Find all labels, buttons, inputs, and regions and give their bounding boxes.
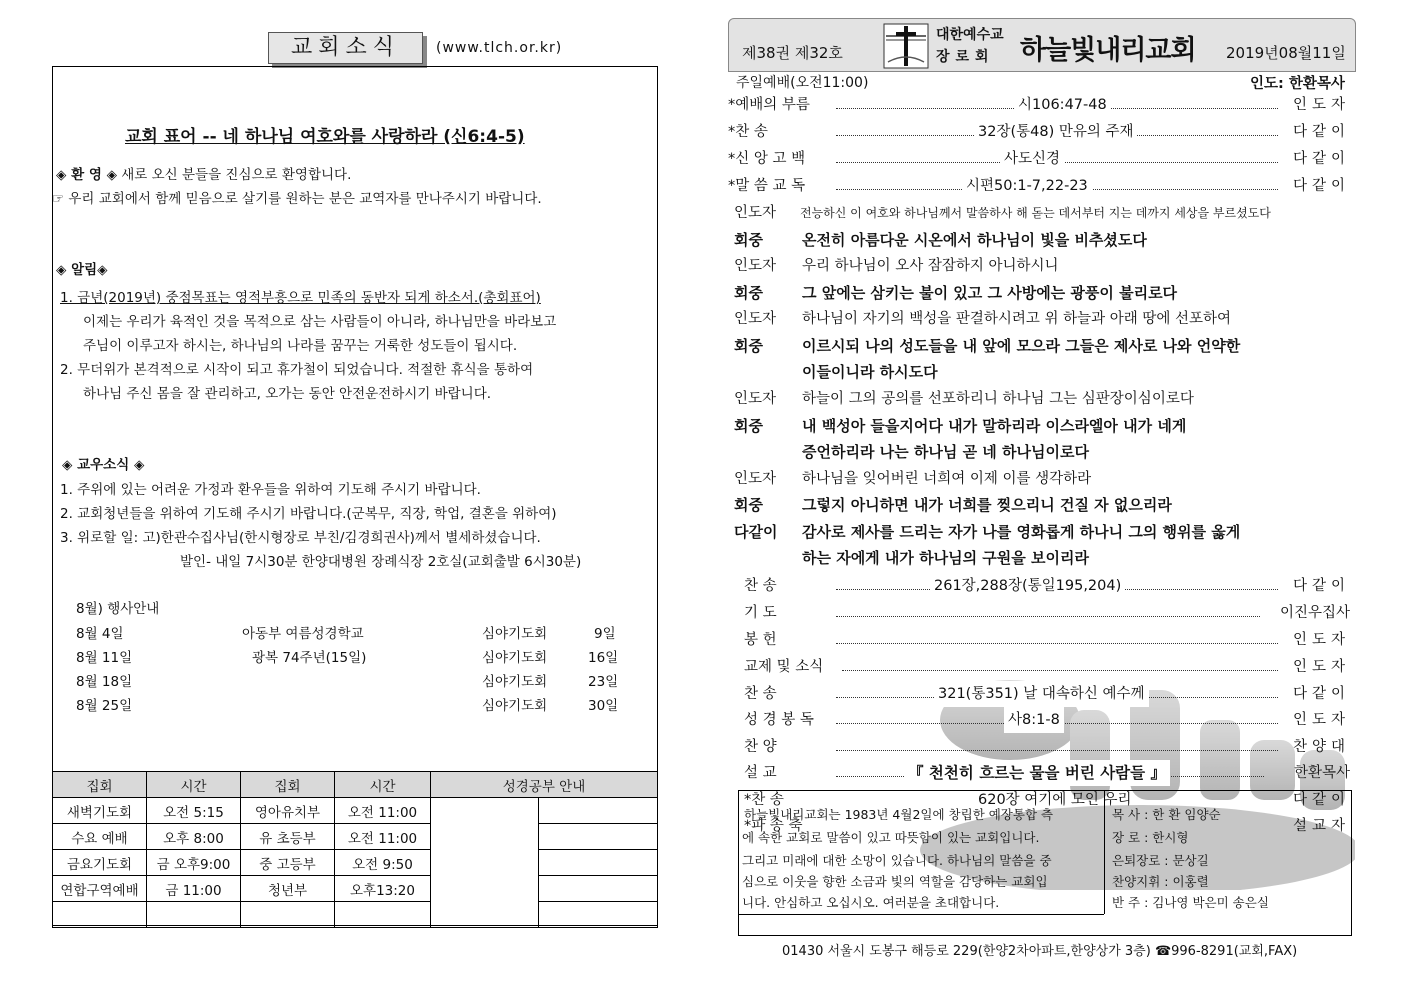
order-leader: 인도자 [1292, 632, 1350, 648]
notices-heading: ◈ 알림◈ [56, 262, 108, 278]
church-address: 01430 서울시 도봉구 해등로 229(한양2차아파트,한양상가 3층) ☎996-8291(교회,FAX) [782, 944, 1298, 959]
table-cell: 금요기도회 [53, 850, 147, 876]
volume-number: 제38권 제32호 [742, 44, 843, 62]
order-label: *말 씀 교 독 [728, 178, 806, 194]
member-item-3: 3. 위로할 일: 고)한관수집사님(한시형장로 부친/김경희권사)께서 별세하셨습니다. [60, 530, 541, 546]
notice-item-1-cont: 이제는 우리가 육적인 것을 목적으로 삼는 사람들이 아니라, 하나님만을 바라보고 [83, 314, 557, 330]
order-detail: 261장,288장(통일195,204) [930, 573, 1125, 599]
members-heading: ◈ 교우소식 ◈ [62, 457, 145, 473]
order-detail: 32장(통48) 만유의 주재 [974, 119, 1137, 145]
church-intro: 에 속한 교회로 말씀이 있고 따뜻함이 있는 교회입니다. [742, 830, 1040, 845]
reading-text: 하늘이 그의 공의를 선포하리니 하나님 그는 심판장이심이로다 [802, 391, 1194, 407]
reading-text: 하나님을 잊어버린 너희여 이제 이를 생각하라 [802, 471, 1092, 487]
event-night-day: 30일 [588, 698, 619, 714]
order-label: *찬 송 [744, 792, 784, 808]
order-item [744, 760, 1350, 786]
reading-text: 우리 하나님이 오사 잠잠하지 아니하시니 [802, 258, 1059, 274]
notice-item-2-cont: 하나님 주신 몸을 잘 관리하고, 오가는 동안 안전운전하시기 바랍니다. [83, 386, 492, 402]
event-date: 8월 25일 [76, 698, 133, 714]
event-night-prayer: 심야기도회 [482, 698, 548, 714]
reading-speaker: 다같이 [734, 523, 778, 541]
reading-speaker: 회중 [734, 231, 763, 249]
bible-study-cell [539, 850, 658, 876]
order-detail: 사8:1-8 [1004, 707, 1064, 733]
event-date: 8월 18일 [76, 674, 133, 690]
event-night-prayer: 심야기도회 [482, 674, 548, 690]
event-night-day: 9일 [594, 626, 616, 642]
table-cell: 유 초등부 [241, 824, 335, 850]
order-label: 찬 송 [744, 578, 777, 594]
staff-retired-elder: 은퇴장로 : 문상길 [1112, 853, 1209, 868]
welcome-heading: ◈ 환 영 ◈ [56, 167, 117, 183]
order-label: 기 도 [744, 605, 777, 621]
table-cell [241, 902, 335, 928]
notice-item-1-cont2: 주님이 이루고자 하시는, 하나님의 나라를 꿈꾸는 거룩한 성도들이 됩시다. [83, 338, 518, 354]
order-label: 설 교 [744, 765, 777, 781]
order-item [728, 119, 1350, 145]
table-cell: 영아유치부 [241, 798, 335, 824]
reading-text: 이들이니라 하시도다 [802, 363, 938, 381]
table-cell: 오후13:20 [335, 876, 431, 902]
table-cell: 금 오후9:00 [147, 850, 241, 876]
order-leader: 이진우집사 [1279, 605, 1350, 621]
order-item [728, 173, 1350, 199]
reading-text: 증언하리라 나는 하나님 곧 네 하나님이로다 [802, 443, 1089, 461]
church-intro: 심으로 이웃을 향한 소금과 빛의 역할을 감당하는 교회입 [742, 874, 1048, 889]
table-cell: 청년부 [241, 876, 335, 902]
reading-speaker: 회중 [734, 417, 763, 435]
member-item-1: 1. 주위에 있는 어려운 가정과 환우들을 위하여 기도해 주시기 바랍니다. [60, 482, 481, 498]
service-schedule-table [52, 771, 658, 928]
church-logo-icon [882, 22, 930, 70]
col-header: 시간 [335, 772, 431, 798]
reading-text: 그렇지 아니하면 내가 너희를 찢으리니 건질 자 없으리라 [802, 496, 1172, 514]
events-heading: 8월) 행사안내 [76, 601, 160, 617]
order-item [744, 707, 1350, 733]
reading-speaker: 인도자 [734, 205, 777, 221]
reading-text: 내 백성아 들을지어다 내가 말하리라 이스라엘아 내가 네게 [802, 417, 1187, 435]
table-cell: 오후 8:00 [147, 824, 241, 850]
table-row [53, 902, 658, 928]
church-name: 하늘빛내리교회 [1020, 35, 1196, 66]
order-leader: 다같이 [1292, 178, 1350, 194]
table-cell: 수요 예배 [53, 824, 147, 850]
order-item [728, 92, 1350, 118]
event-night-day: 23일 [588, 674, 619, 690]
order-detail: 시106:47-48 [1014, 92, 1111, 118]
col-header: 성경공부 안내 [431, 772, 658, 798]
bible-study-cell [539, 798, 658, 824]
event-name: 아동부 여름성경학교 [242, 626, 364, 642]
table-cell: 오전 9:50 [335, 850, 431, 876]
order-leader: 다같이 [1292, 124, 1350, 140]
bulletin-date: 2019년08월11일 [1226, 44, 1346, 62]
sermon-title: 『 천천히 흐르는 물을 버린 사람들 』 [904, 760, 1170, 786]
staff-pastor: 목 사 : 한 환 임양순 [1112, 807, 1221, 822]
table-row [53, 850, 658, 876]
event-date: 8월 11일 [76, 650, 133, 666]
reading-speaker: 인도자 [734, 471, 777, 487]
order-leader: 한환목사 [1293, 765, 1350, 781]
order-item [744, 600, 1350, 626]
reading-text: 온전히 아름다운 시온에서 하나님이 빛을 비추셨도다 [802, 231, 1147, 249]
table-cell [335, 902, 431, 928]
table-cell: 오전 11:00 [335, 824, 431, 850]
member-item-3-funeral: 발인- 내일 7시30분 한양대병원 장례식장 2호실(교회출발 6시30분) [180, 554, 582, 570]
order-label: *예배의 부름 [728, 97, 810, 113]
order-leader: 다같이 [1292, 792, 1350, 808]
order-item [744, 654, 1350, 680]
reading-speaker: 인도자 [734, 391, 777, 407]
denomination-line2: 장로회 [936, 49, 995, 65]
order-leader: 다같이 [1292, 151, 1350, 167]
table-cell: 오전 5:15 [147, 798, 241, 824]
event-night-prayer: 심야기도회 [482, 626, 548, 642]
staff-accompanist: 반 주 : 김나영 박은미 송은실 [1112, 895, 1269, 910]
event-night-prayer: 심야기도회 [482, 650, 548, 666]
bible-study-cell [539, 876, 658, 902]
col-header: 집회 [241, 772, 335, 798]
welcome-line: 새로 오신 분들을 진심으로 환영합니다. [116, 167, 352, 183]
table-cell [53, 902, 147, 928]
table-cell: 오전 11:00 [335, 798, 431, 824]
reading-speaker: 인도자 [734, 258, 777, 274]
event-name: 광복 74주년(15일) [252, 650, 367, 666]
reading-text: 이르시되 나의 성도들을 내 앞에 모으라 그들은 제사로 나와 언약한 [802, 337, 1241, 355]
member-item-2: 2. 교회청년들을 위하여 기도해 주시기 바랍니다.(군복무, 직장, 학업, 결혼을 위하여) [60, 506, 557, 522]
table-header-row [53, 772, 658, 798]
reading-text: 그 앞에는 삼키는 불이 있고 그 사방에는 광풍이 불리로다 [802, 284, 1178, 302]
order-detail: 사도신경 [1000, 146, 1064, 172]
order-item [744, 734, 1350, 760]
order-label: *파 송 축 [744, 818, 803, 834]
order-label: *신 앙 고 백 [728, 151, 806, 167]
reading-text: 하는 자에게 내가 하나님의 구원을 보이리라 [802, 549, 1089, 567]
staff-conductor: 찬양지휘 : 이홍렬 [1112, 874, 1209, 889]
reading-text: 하나님이 자기의 백성을 판결하시려고 위 하늘과 아래 땅에 선포하여 [802, 311, 1232, 327]
reading-text: 감사로 제사를 드리는 자가 나를 영화롭게 하나니 그의 행위를 옳게 [802, 523, 1241, 541]
order-item [728, 146, 1350, 172]
order-item [744, 573, 1350, 599]
bible-study-cell [539, 902, 658, 928]
table-cell: 연합구역예배 [53, 876, 147, 902]
order-leader: 다같이 [1292, 686, 1350, 702]
service-leader: 인도: 한환목사 [1250, 76, 1345, 92]
denomination-line1: 대한예수교 [936, 27, 1004, 43]
order-leader: 인도자 [1292, 97, 1350, 113]
table-row [53, 798, 658, 824]
church-intro: 그리고 미래에 대한 소망이 있습니다. 하나님의 말씀을 중 [742, 853, 1052, 868]
order-leader: 찬양대 [1292, 739, 1350, 755]
bible-study-cell [539, 824, 658, 850]
reading-speaker: 회중 [734, 496, 763, 514]
table-cell: 금 11:00 [147, 876, 241, 902]
table-cell: 새벽기도회 [53, 798, 147, 824]
order-detail: 321(통351) 날 대속하신 예수께 [934, 681, 1149, 707]
event-date: 8월 4일 [76, 626, 124, 642]
welcome-section [56, 163, 351, 187]
bible-study-cell [431, 798, 539, 928]
church-intro: 하늘빛내리교회는 1983년 4월2일에 창립한 예장통합 측 [744, 807, 1054, 822]
col-header: 시간 [147, 772, 241, 798]
table-cell: 중 고등부 [241, 850, 335, 876]
notice-item-2: 2. 무더위가 본격적으로 시작이 되고 휴가철이 되었습니다. 적절한 휴식을 통하여 [60, 362, 534, 378]
order-leader: 설교자 [1292, 818, 1350, 834]
reading-speaker: 회중 [734, 337, 763, 355]
table-row [53, 876, 658, 902]
info-bottom-line [738, 914, 1104, 915]
order-leader: 인도자 [1292, 659, 1350, 675]
order-label: *찬 송 [728, 124, 768, 140]
order-label: 찬 송 [744, 686, 777, 702]
website-url[interactable]: (www.tlch.or.kr) [436, 40, 563, 56]
order-leader: 다같이 [1292, 578, 1350, 594]
order-label: 교제 및 소식 [744, 659, 824, 675]
church-intro: 니다. 안심하고 오십시오. 여러분을 초대합니다. [742, 895, 1000, 910]
table-row [53, 824, 658, 850]
order-label: 찬 양 [744, 739, 777, 755]
reading-text: 전능하신 이 여호와 하나님께서 말씀하사 해 돋는 데서부터 지는 데까지 세상을 부르셨도다 [800, 206, 1271, 220]
welcome-contact: ☞ 우리 교회에서 함께 믿음으로 살기를 원하는 분은 교역자를 만나주시기 바랍니다. [52, 191, 542, 207]
col-header: 집회 [53, 772, 147, 798]
notice-item-1: 1. 금년(2019년) 중점목표는 영적부흥으로 민족의 동반자 되게 하소서.(총회표어) [60, 290, 541, 306]
order-detail: 620장 여기에 모인 우리 [978, 792, 1132, 808]
staff-elder: 장 로 : 한시형 [1112, 830, 1189, 845]
event-night-day: 16일 [588, 650, 619, 666]
reading-speaker: 인도자 [734, 311, 777, 327]
news-title: 교회소식 [268, 32, 423, 64]
table-cell [147, 902, 241, 928]
order-leader: 인도자 [1292, 712, 1350, 728]
order-detail: 시편50:1-7,22-23 [962, 173, 1092, 199]
order-label: 성 경 봉 독 [744, 712, 814, 728]
order-item [744, 627, 1350, 653]
order-label: 봉 헌 [744, 632, 777, 648]
reading-speaker: 회중 [734, 284, 763, 302]
church-motto: 교회 표어 -- 네 하나님 여호와를 사랑하라 (신6:4-5) [125, 127, 525, 147]
order-item [744, 681, 1350, 707]
service-title: 주일예배(오전11:00) [736, 75, 869, 91]
